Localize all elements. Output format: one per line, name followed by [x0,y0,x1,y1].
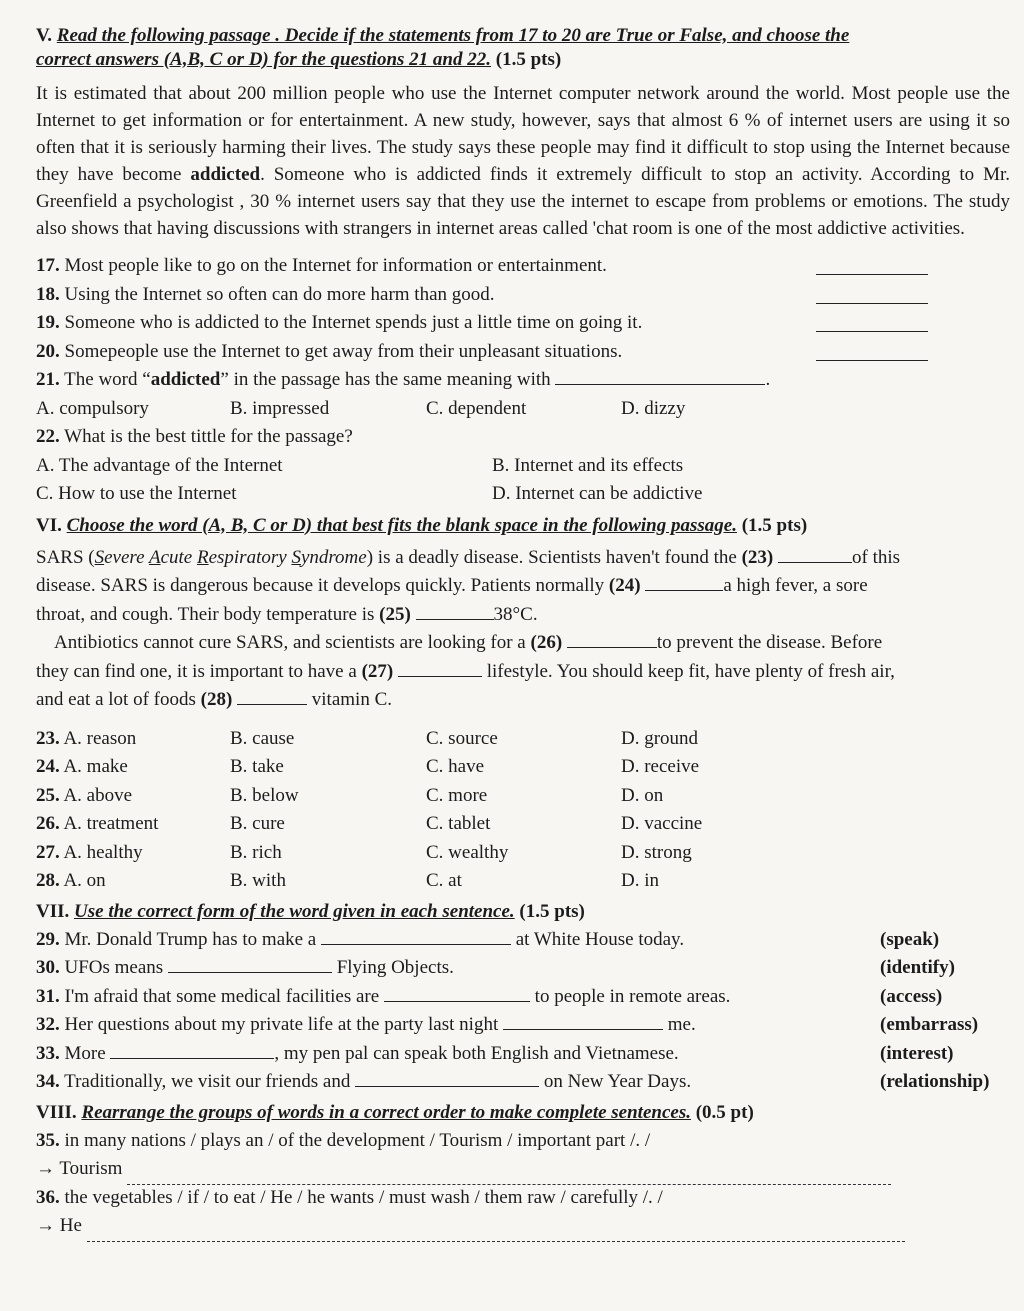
mcq-24 [36,753,1010,782]
cloze-text: a high fever, a sore [723,575,868,596]
statement-19 [36,309,1010,338]
option-b[interactable]: B. cause [230,727,295,749]
statement-number: 19. [36,312,60,333]
answer-blank-21[interactable] [555,366,765,385]
option-a[interactable]: A. above [63,784,133,806]
option-c[interactable]: C. tablet [426,813,491,834]
option-a[interactable]: A. The advantage of the Internet [36,454,283,476]
question-number: 34. [36,1071,60,1092]
statement-text: Most people like to go on the Internet for information or entertainment. [64,255,607,276]
acronym-word: espiratory [208,546,287,568]
option-a[interactable]: A. treatment [63,813,159,834]
true-false-blank-18[interactable] [816,285,928,304]
statement-text: Using the Internet so often can do more harm than good. [64,283,495,305]
option-c[interactable]: C. How to use the Internet [36,483,237,504]
option-c[interactable]: C. at [426,870,462,891]
cloze-blank-26[interactable] [567,629,657,648]
answer-line-35[interactable] [127,1155,891,1185]
option-d[interactable]: D. Internet can be addictive [492,483,703,504]
answer-line-36[interactable] [87,1212,905,1242]
statement-text: Someone who is addicted to the Internet spends just a little time on going it. [64,312,643,333]
section-6-number: VI. [36,514,62,536]
true-false-blank-17[interactable] [816,256,928,275]
blank-number-28: (28) [200,689,233,710]
question-number: 24. [36,756,60,777]
question-number: 32. [36,1014,60,1035]
section-8-title: Rearrange the groups of words in a correct order to make complete sentences. [81,1101,691,1123]
section-7-points: (1.5 pts) [519,900,585,922]
word-hint: (access) [880,985,943,1007]
word-hint: (interest) [880,1042,954,1064]
question-text: in many nations / plays an / of the development / Tourism / important part /. / [64,1129,651,1151]
question-text: UFOs means [64,957,164,978]
cloze-text: disease. SARS is dangerous because it develops quickly. Patients normally [36,575,605,596]
rearrange-35-answer [36,1155,1010,1184]
question-number: 35. [36,1129,60,1151]
question-text: Her questions about my private life at the party last night [64,1014,499,1035]
cloze-text: they can find one, it is important to have a [36,660,357,682]
option-c[interactable]: C. have [426,756,485,777]
mcq-25 [36,782,1010,811]
passage-keyword: addicted [190,164,261,185]
question-number: 33. [36,1042,60,1064]
word-form-blank-29[interactable] [321,926,511,945]
question-text: I'm afraid that some medical facilities are [64,985,380,1007]
rearrange-35 [36,1127,1010,1156]
cloze-text: to prevent the disease. Before [656,632,883,653]
question-text: . [765,369,771,390]
blank-number-27: (27) [361,660,394,682]
cloze-line-1 [36,544,1010,573]
statement-number: 20. [36,340,60,362]
mcq-27 [36,839,1010,868]
cloze-line-4 [36,629,1010,658]
mcq-26 [36,810,1010,839]
word-hint: (identify) [880,957,955,978]
section-5-title-line2: correct answers (A,B, C or D) for the questions 21 and 22. [36,49,491,70]
question-21-options [36,395,1010,424]
cloze-line-2 [36,572,1010,601]
cloze-blank-24[interactable] [645,572,723,591]
question-text: on New Year Days. [543,1071,692,1092]
section-8-number: VIII. [36,1101,77,1123]
question-text: , my pen pal can speak both English and Vietnamese. [274,1042,679,1064]
answer-start: → Tourism [36,1158,123,1179]
question-number: 22. [36,426,60,447]
option-d[interactable]: D. ground [621,727,699,749]
option-b[interactable]: B. Internet and its effects [492,454,684,476]
option-d[interactable]: D. vaccine [621,813,703,834]
cloze-text: and eat a lot of foods [36,689,196,710]
question-text: at White House today. [515,928,685,950]
question-21 [36,366,1010,395]
mcq-23 [36,725,1010,754]
rearrange-36-answer [36,1212,1010,1241]
word-form-33 [36,1040,1010,1069]
statement-number: 18. [36,283,60,305]
question-number: 29. [36,928,60,950]
section-6-points: (1.5 pts) [741,514,808,536]
section-7-title: Use the correct form of the word given in each sentence. [74,900,515,922]
question-text: to people in remote areas. [534,985,731,1007]
true-false-blank-19[interactable] [816,313,928,332]
question-number: 27. [36,841,60,863]
cloze-line-3 [36,601,1010,630]
question-number: 30. [36,957,60,978]
cloze-line-5 [36,658,1010,687]
cloze-text: of this [852,546,901,568]
passage-part-a: It is estimated that about 200 million people who use the Internet computer network around the world. Most people use the Internet to get information or for entertainment. A new study, however, says that almost 6 % of internet users are using it so often that it is seriously harming their lives. The study says these people may find it difficult to stop using the Internet because they have become [36,83,1010,185]
reading-passage [36,80,1010,242]
question-number: 26. [36,813,60,834]
question-keyword: addicted [150,369,221,390]
question-number: 36. [36,1186,60,1208]
option-d[interactable]: D. strong [621,841,692,863]
word-form-blank-32[interactable] [503,1011,663,1030]
question-text: the vegetables / if / to eat / He / he wants / must wash / them raw / carefully /. / [64,1186,663,1208]
section-5-title-line1: Read the following passage . Decide if the statements from 17 to 20 are True or False, and choose the [56,25,850,46]
option-b[interactable]: B. rich [230,841,282,863]
statement-20 [36,338,1010,367]
question-number: 28. [36,870,60,891]
cloze-blank-28[interactable] [237,686,307,705]
word-form-31 [36,983,1010,1012]
question-text: Traditionally, we visit our friends and [64,1071,351,1092]
option-a[interactable]: A. make [63,756,128,777]
cloze-line-6 [36,686,1010,715]
section-7-heading [36,900,1010,924]
option-c[interactable]: C. more [426,784,488,806]
question-text: More [64,1042,106,1064]
section-5-heading-line2 [36,48,1010,72]
cloze-blank-27[interactable] [398,658,482,677]
statement-17 [36,252,1010,281]
mcq-28 [36,867,1010,896]
acronym [95,547,367,568]
word-form-blank-31[interactable] [384,983,530,1002]
option-b[interactable]: B. below [230,784,299,806]
question-22-options-row1 [36,452,1010,481]
question-text: The word “ [64,369,151,390]
word-form-blank-30[interactable] [168,954,332,973]
cloze-text: lifestyle. You should keep fit, have plenty of fresh air, [486,660,895,682]
question-text: Flying Objects. [336,957,454,978]
option-c[interactable]: C. source [426,727,498,749]
cloze-text: ) is a deadly disease. Scientists haven't found the [366,546,737,568]
option-b[interactable]: B. impressed [230,397,330,419]
cloze-text: throat, and cough. Their body temperature is [36,603,375,625]
option-d[interactable]: D. on [621,784,664,806]
option-c[interactable]: C. dependent [426,397,527,419]
acronym-word: evere [104,546,145,568]
word-hint: (embarrass) [880,1014,979,1035]
section-5-heading [36,24,1010,48]
word-form-32 [36,1011,1010,1040]
cloze-text: Antibiotics cannot cure SARS, and scientists are looking for a [54,632,526,653]
acronym-word: cute [160,546,193,568]
section-6-heading [36,514,1010,538]
blank-number-23: (23) [741,546,774,568]
section-7-number: VII. [36,900,70,922]
question-number: 23. [36,727,60,749]
option-b[interactable]: B. with [230,870,286,891]
question-text: Mr. Donald Trump has to make a [64,928,317,950]
blank-number-24: (24) [608,575,641,596]
answer-start: → He [36,1215,82,1236]
section-5-points: (1.5 pts) [495,49,562,70]
acronym-letter: S [291,546,301,568]
question-number: 21. [36,369,60,390]
acronym-word: yndrome [300,546,367,568]
question-number: 25. [36,784,60,806]
option-d[interactable]: D. dizzy [621,397,686,419]
word-form-blank-33[interactable] [110,1040,274,1059]
option-b[interactable]: B. take [230,756,284,777]
section-6-title: Choose the word (A, B, C or D) that best fits the blank space in the following passage. [66,514,737,536]
section-8-points: (0.5 pt) [695,1101,754,1123]
option-c[interactable]: C. wealthy [426,841,509,863]
word-hint: (speak) [880,928,940,950]
question-22 [36,423,1010,452]
option-d[interactable]: D. in [621,870,659,891]
option-d[interactable]: D. receive [621,756,700,777]
question-text: What is the best tittle for the passage? [64,426,353,447]
statement-number: 17. [36,255,60,276]
word-form-29 [36,926,1010,955]
word-hint: (relationship) [880,1071,990,1092]
statement-text: Somepeople use the Internet to get away from their unpleasant situations. [64,340,623,362]
option-a[interactable]: A. compulsory [36,397,149,419]
question-number: 31. [36,985,60,1007]
blank-number-26: (26) [530,632,563,653]
cloze-text: vitamin C. [311,689,393,710]
statement-18 [36,281,1010,310]
option-b[interactable]: B. cure [230,813,285,834]
acronym-letter: S [94,546,105,568]
cloze-blank-23[interactable] [778,544,852,563]
word-form-34 [36,1068,1010,1097]
question-text: ” in the passage has the same meaning with [220,369,551,390]
option-a[interactable]: A. healthy [63,841,143,863]
rearrange-36 [36,1184,1010,1213]
cloze-text: SARS ( [36,546,95,568]
passage-part-b: . Someone who is addicted finds it extremely difficult to stop an activity. According to Mr. Greenfield a psychologist , 30 % internet users say that they use the internet to escape from problems or emotions. The study also shows that having discussions with strangers in internet areas called 'chat room is one of the most addictive activities. [36,164,1011,239]
option-a[interactable]: A. on [63,870,106,891]
question-text: me. [667,1014,696,1035]
question-22-options-row2 [36,480,1010,509]
section-5-number: V. [36,25,53,46]
true-false-blank-20[interactable] [816,342,928,361]
section-8-heading [36,1101,1010,1125]
cloze-blank-25[interactable] [416,601,494,620]
acronym-letter: A [148,546,161,568]
cloze-text: 38°C. [493,603,538,625]
word-form-blank-34[interactable] [355,1068,539,1087]
blank-number-25: (25) [379,603,411,625]
word-form-30 [36,954,1010,983]
option-a[interactable]: A. reason [63,727,137,749]
acronym-letter: R [196,546,209,568]
